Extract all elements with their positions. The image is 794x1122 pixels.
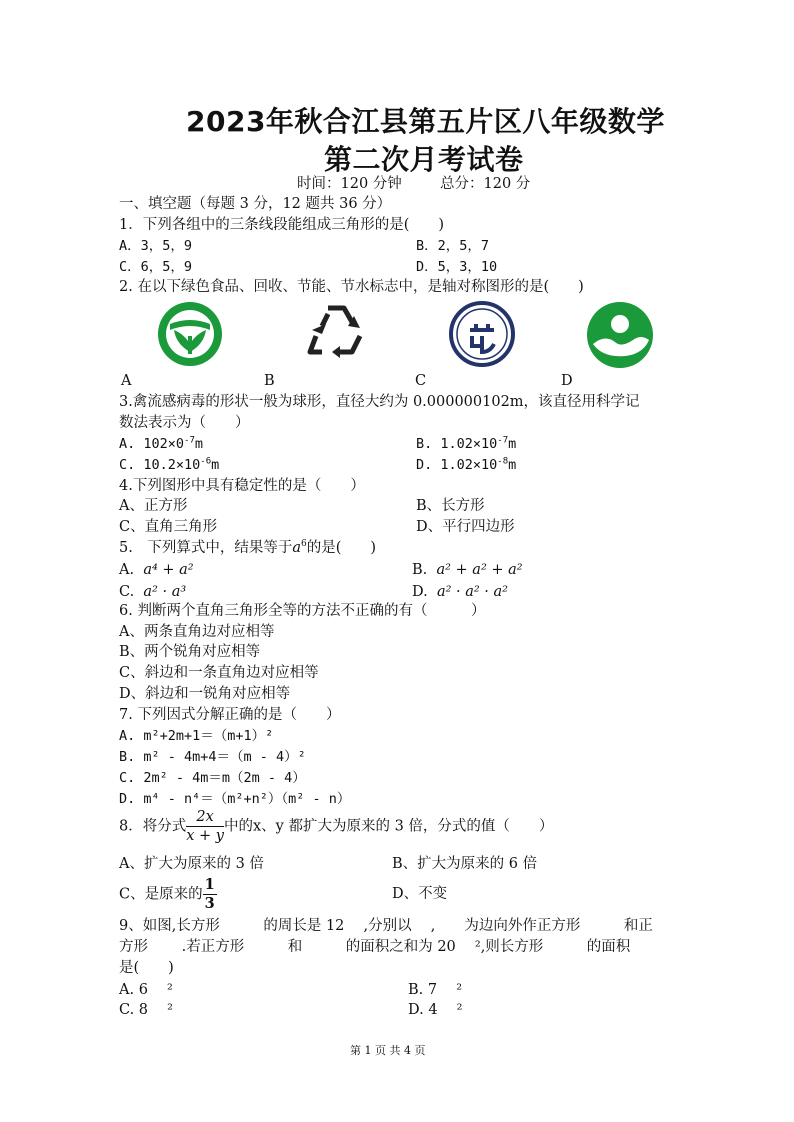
question-9-stem-end: 是( ) <box>119 960 174 976</box>
question-2-label-a: A <box>121 373 132 389</box>
question-1-option-a: A．3，5，9 <box>119 238 193 254</box>
question-9-stem-cont: 方形 .若正方形 和 的面积之和为 20 ²,则长方形 的面积 <box>119 939 631 955</box>
question-1-option-c: C．6，5，9 <box>119 259 193 275</box>
question-2-label-d: D <box>561 373 573 389</box>
question-3-option-a: A. $102\times 0^{-7}m$ <box>119 435 204 452</box>
question-4-option-a: A、正方形 <box>119 498 188 514</box>
question-2-label-c: C <box>415 373 427 389</box>
question-7-option-c: C. 2m² - 4m＝m（2m - 4） <box>119 770 306 786</box>
question-5-stem: 5. 下列算式中，结果等于$a^6$的是( ) <box>119 539 377 556</box>
energy-saving-logo-icon <box>448 300 516 368</box>
question-7-option-b: B. m² - 4m+4＝（m - 4）² <box>119 749 306 765</box>
question-9-option-b: B. 7 ² <box>408 982 463 998</box>
page-subtitle: 第二次月考试卷 <box>324 143 524 176</box>
question-8-option-d: D、不变 <box>392 886 448 902</box>
water-saving-logo-icon <box>585 300 655 370</box>
question-7-option-d: D. m⁴ - n⁴＝（m²+n²）（m² - n） <box>119 791 351 807</box>
question-1-stem: 1．下列各组中的三条线段能组成三角形的是( ) <box>119 217 445 233</box>
question-4-option-b: B、长方形 <box>416 498 485 514</box>
green-food-logo-icon <box>156 300 224 368</box>
page-footer: 第 1 页 共 4 页 <box>350 1044 426 1057</box>
question-6-stem: 6. 判断两个直角三角形全等的方法不正确的有（ ） <box>119 603 486 619</box>
page-title: 2023年秋合江县第五片区八年级数学 <box>186 105 665 138</box>
question-5-option-a: A. a⁴ + a² <box>119 562 194 578</box>
question-3-stem-cont: 数法表示为（ ） <box>119 415 250 431</box>
question-3-stem: 3.禽流感病毒的形状一般为球形，直径大约为 0.000000102m，该直径用科学记 <box>119 394 640 410</box>
question-3-option-c: C. $10.2\times 10^{-6}m$ <box>119 456 220 473</box>
question-5-option-b: B. a² + a² + a² <box>412 562 523 578</box>
question-6-option-c: C、斜边和一条直角边对应相等 <box>119 665 319 681</box>
question-7-option-a: A. m²+2m+1＝（m+1）² <box>119 728 274 744</box>
question-2-stem: 2. 在以下绿色食品、回收、节能、节水标志中，是轴对称图形的是( ) <box>119 279 584 295</box>
question-3-option-d: D. $1.02\times 10^{-8}m$ <box>416 456 517 473</box>
question-4-stem: 4.下列图形中具有稳定性的是（ ） <box>119 478 365 494</box>
question-9-option-c: C. 8 ² <box>119 1002 173 1018</box>
question-6-option-d: D、斜边和一锐角对应相等 <box>119 686 291 702</box>
fraction: $\frac{2x}{x + y}$ <box>186 809 224 844</box>
question-1-option-d: D．5，3，10 <box>416 259 498 275</box>
question-8-option-a: A、扩大为原来的 3 倍 <box>119 856 264 872</box>
question-9-option-d: D. 4 ² <box>408 1002 463 1018</box>
question-3-option-b: B. $1.02\times 10^{-7}m$ <box>416 435 517 452</box>
question-5-option-d: D. a² · a² · a² <box>412 584 508 600</box>
question-6-option-b: B、两个锐角对应相等 <box>119 644 261 660</box>
exam-score: 总分：120 分 <box>440 176 531 192</box>
question-4-option-d: D、平行四边形 <box>416 519 515 535</box>
question-2-label-b: B <box>264 373 275 389</box>
question-5-option-c: C. a² · a³ <box>119 584 187 600</box>
fraction: $\frac{1}{3}$ <box>204 876 215 912</box>
question-8-stem: 8．将分式 $\frac{2x}{x + y}$ 中的x、y 都扩大为原来的 3 倍，分式的值（ ） <box>119 809 554 844</box>
question-1-option-b: B．2，5，7 <box>416 238 490 254</box>
question-8-option-c: C、是原来的 $\frac{1}{3}$ <box>119 876 215 912</box>
question-9-option-a: A. 6 ² <box>119 982 173 998</box>
section-heading: 一、填空题（每题 3 分，12 题共 36 分） <box>119 196 392 212</box>
question-7-stem: 7. 下列因式分解正确的是（ ） <box>119 707 341 723</box>
question-8-option-b: B、扩大为原来的 6 倍 <box>392 856 538 872</box>
exam-time: 时间：120 分钟 <box>297 176 402 192</box>
question-9-stem: 9、如图,长方形 的周长是 12 ,分别以 , 为边向外作正方形 和正 <box>119 918 653 934</box>
recycle-logo-icon <box>302 300 370 364</box>
question-6-option-a: A、两条直角边对应相等 <box>119 624 275 640</box>
question-4-option-c: C、直角三角形 <box>119 519 218 535</box>
